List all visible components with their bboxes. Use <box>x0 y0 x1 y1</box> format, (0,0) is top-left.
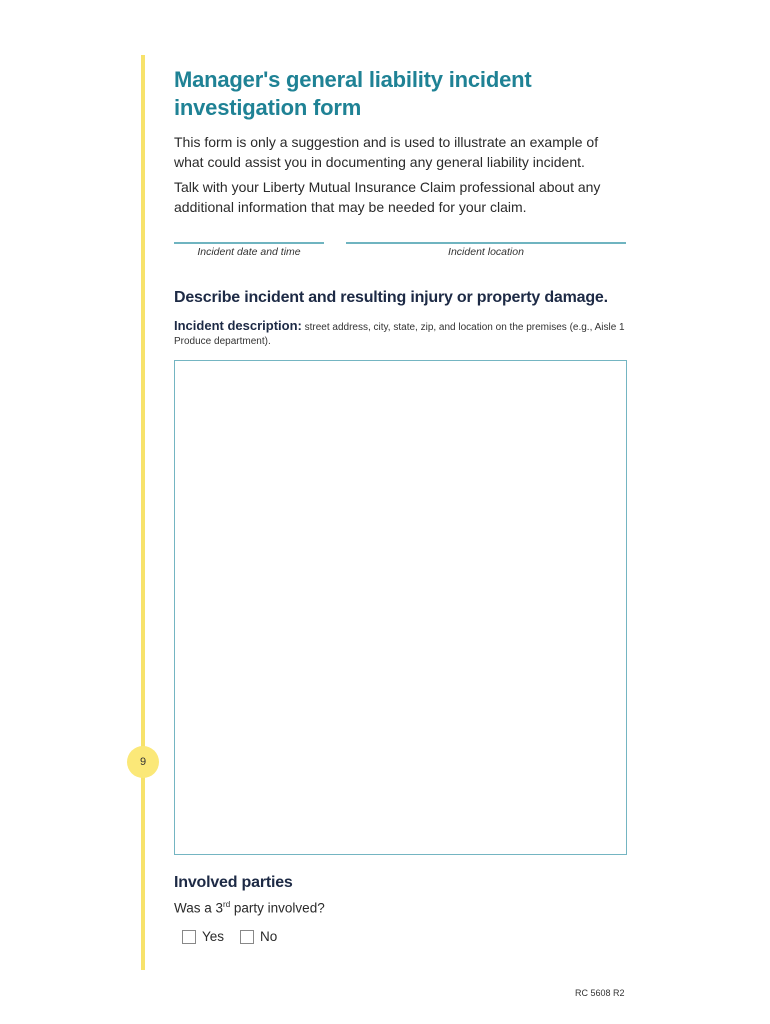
yes-label: Yes <box>202 929 225 944</box>
yes-checkbox[interactable] <box>182 930 196 944</box>
incident-description-textarea[interactable] <box>174 360 627 855</box>
involved-parties-title: Involved parties <box>174 874 293 891</box>
question-prefix: Was a 3 <box>174 900 224 916</box>
yes-option[interactable] <box>182 929 224 944</box>
claim-advice-paragraph: Talk with your Liberty Mutual Insurance Claim professional about any additional information that may be needed for your claim. <box>174 179 601 215</box>
incident-location-label: Incident location <box>448 246 524 258</box>
incident-description-label: Incident description: <box>174 318 302 333</box>
incident-date-field[interactable] <box>174 242 324 258</box>
incident-location-field[interactable] <box>346 242 626 258</box>
page-number-badge: 9 <box>127 746 159 778</box>
intro-paragraph: This form is only a suggestion and is used to illustrate an example of what could assist you in documenting any general liability incident. <box>174 134 599 170</box>
third-party-question <box>174 900 325 916</box>
form-title: Manager's general liability incident investigation form <box>174 67 532 120</box>
no-checkbox[interactable] <box>240 930 254 944</box>
no-option[interactable] <box>240 929 277 944</box>
margin-accent-line <box>141 55 145 970</box>
form-code: RC 5608 R2 <box>575 988 625 998</box>
question-suffix: party involved? <box>230 900 325 916</box>
question-superscript: rd <box>223 900 231 909</box>
no-label: No <box>260 929 278 944</box>
incident-description-instructions <box>174 319 634 349</box>
describe-section-title: Describe incident and resulting injury or property damage. <box>174 289 608 306</box>
incident-description-hint: street address, city, state, zip, and location on the premises (e.g., Aisle 1 Produce department). <box>174 322 625 347</box>
incident-date-label: Incident date and time <box>197 246 301 258</box>
